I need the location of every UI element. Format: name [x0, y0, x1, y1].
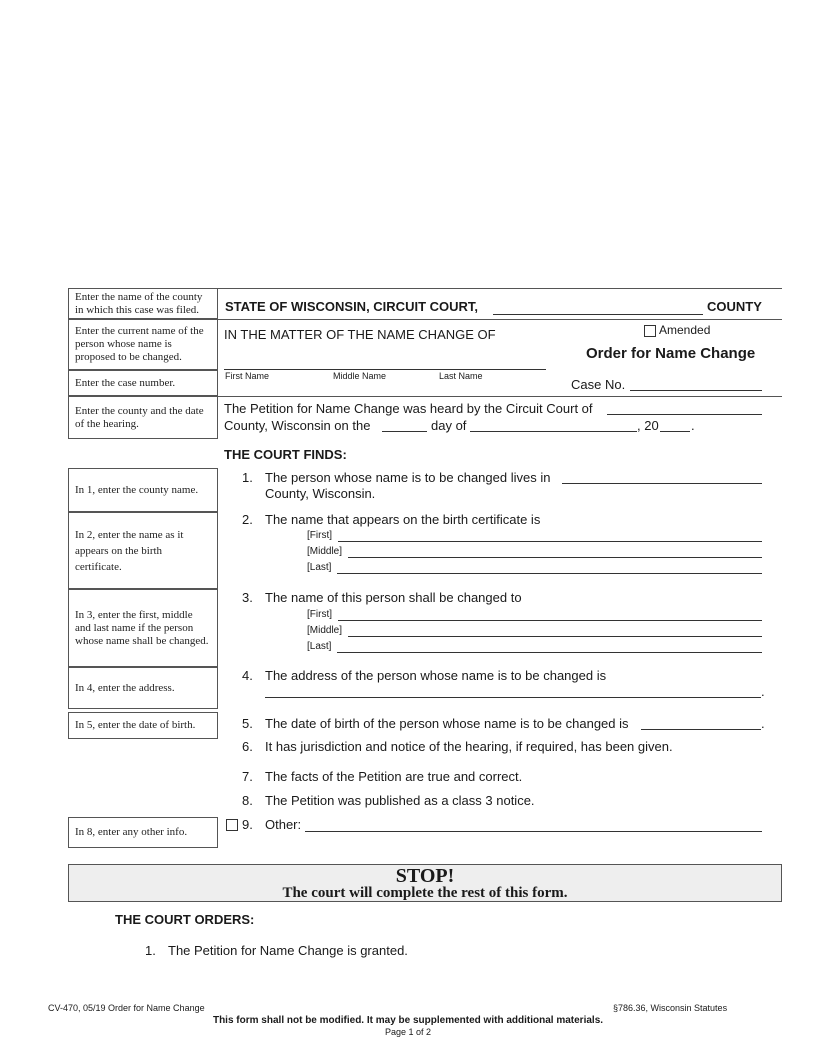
- name-field[interactable]: [224, 369, 546, 370]
- item-3-first-field[interactable]: [338, 620, 762, 621]
- item-7-number: 7.: [242, 769, 253, 784]
- hint-item-5: In 5, enter the date of birth.: [68, 712, 218, 739]
- rule: [218, 319, 782, 320]
- footer-page: Page 1 of 2: [384, 1027, 432, 1037]
- item-3-first-label: [First]: [307, 609, 332, 620]
- item-9-checkbox[interactable]: [226, 819, 238, 831]
- form-title: Order for Name Change: [586, 345, 756, 362]
- item-3-middle-label: [Middle]: [307, 625, 343, 636]
- stop-title: STOP!: [395, 865, 455, 887]
- hint-item-1: In 1, enter the county name.: [68, 468, 218, 512]
- item-3-last-label: [Last]: [307, 641, 332, 652]
- court-finds-heading: THE COURT FINDS:: [224, 447, 347, 462]
- item-9-text: Other:: [265, 817, 302, 832]
- hint-item-3: In 3, enter the first, middle and last name if the person whose name shall be changed.: [68, 589, 218, 667]
- item-4-address-field[interactable]: [265, 697, 761, 698]
- item-3-middle-field[interactable]: [348, 636, 762, 637]
- item-9-number: 9.: [242, 817, 253, 832]
- hearing-day-field[interactable]: [382, 431, 427, 432]
- item-5-period: .: [761, 716, 765, 731]
- hint-item-4: In 4, enter the address.: [68, 667, 218, 709]
- first-name-label: First Name: [225, 371, 270, 381]
- item-9-other-field[interactable]: [305, 831, 762, 832]
- item-1-county-wisconsin: County, Wisconsin.: [265, 486, 376, 501]
- item-1-county-field[interactable]: [562, 483, 762, 484]
- middle-name-label: Middle Name: [333, 371, 387, 381]
- item-2-last-label: [Last]: [307, 562, 332, 573]
- item-5-number: 5.: [242, 716, 253, 731]
- item-3-number: 3.: [242, 590, 253, 605]
- stop-subtitle: The court will complete the rest of this form.: [282, 885, 568, 901]
- hint-county-filed: Enter the name of the county in which this case was filed.: [68, 288, 218, 319]
- county-field[interactable]: [493, 314, 703, 315]
- item-4-number: 4.: [242, 668, 253, 683]
- item-4-text: The address of the person whose name is to be changed is: [265, 668, 607, 683]
- amended-label: Amended: [659, 323, 711, 337]
- item-2-middle-field[interactable]: [348, 557, 762, 558]
- hearing-court-county-field[interactable]: [607, 414, 762, 415]
- item-2-first-label: [First]: [307, 530, 332, 541]
- item-5-dob-field[interactable]: [641, 729, 761, 730]
- item-8-number: 8.: [242, 793, 253, 808]
- hearing-period: .: [691, 418, 695, 433]
- stop-banner: [68, 864, 782, 902]
- item-8-text: The Petition was published as a class 3 notice.: [265, 793, 535, 808]
- hint-item-2: In 2, enter the name as it appears on the birth certificate.: [68, 512, 218, 589]
- footer-notice: This form shall not be modified. It may be supplemented with additional materials.: [212, 1015, 604, 1026]
- hearing-day-of: day of: [431, 418, 467, 433]
- hearing-county-wisconsin: County, Wisconsin on the: [224, 418, 371, 433]
- item-7-text: The facts of the Petition are true and correct.: [265, 769, 523, 784]
- item-3-text: The name of this person shall be changed to: [265, 590, 522, 605]
- hint-item-8: In 8, enter any other info.: [68, 817, 218, 848]
- hint-county-date-hearing: Enter the county and the date of the hearing.: [68, 396, 218, 439]
- case-no-field[interactable]: [630, 390, 762, 391]
- item-3-last-field[interactable]: [337, 652, 762, 653]
- orders-item-1-number: 1.: [145, 943, 156, 958]
- footer-statute: §786.36, Wisconsin Statutes: [613, 1003, 728, 1013]
- item-5-text: The date of birth of the person whose name is to be changed is: [265, 716, 629, 731]
- hearing-month-field[interactable]: [470, 431, 637, 432]
- item-2-first-field[interactable]: [338, 541, 762, 542]
- item-4-period: .: [761, 684, 765, 699]
- item-2-last-field[interactable]: [337, 573, 762, 574]
- item-1-text: The person whose name is to be changed lives in: [265, 470, 551, 485]
- item-2-middle-label: [Middle]: [307, 546, 343, 557]
- hint-case-number: Enter the case number.: [68, 370, 218, 396]
- footer-form-id: CV-470, 05/19 Order for Name Change: [48, 1003, 205, 1013]
- item-2-number: 2.: [242, 512, 253, 527]
- state-circuit-court: STATE OF WISCONSIN, CIRCUIT COURT,: [225, 299, 479, 314]
- orders-item-1-text: The Petition for Name Change is granted.: [168, 943, 408, 958]
- item-6-number: 6.: [242, 739, 253, 754]
- matter-heading: IN THE MATTER OF THE NAME CHANGE OF: [224, 327, 496, 342]
- hearing-year-prefix: , 20: [637, 418, 659, 433]
- case-no-label: Case No.: [571, 377, 626, 392]
- last-name-label: Last Name: [439, 371, 483, 381]
- hearing-line-1: The Petition for Name Change was heard by the Circuit Court of: [224, 401, 593, 416]
- hearing-year-field[interactable]: [660, 431, 690, 432]
- amended-checkbox[interactable]: [644, 325, 656, 337]
- rule: [218, 288, 782, 289]
- item-2-text: The name that appears on the birth certificate is: [265, 512, 541, 527]
- rule: [218, 396, 782, 397]
- county-label: COUNTY: [707, 299, 762, 314]
- item-1-number: 1.: [242, 470, 253, 485]
- hint-current-name: Enter the current name of the person whose name is proposed to be changed.: [68, 319, 218, 370]
- item-6-text: It has jurisdiction and notice of the hearing, if required, has been given.: [265, 739, 673, 754]
- court-orders-heading: THE COURT ORDERS:: [115, 912, 255, 927]
